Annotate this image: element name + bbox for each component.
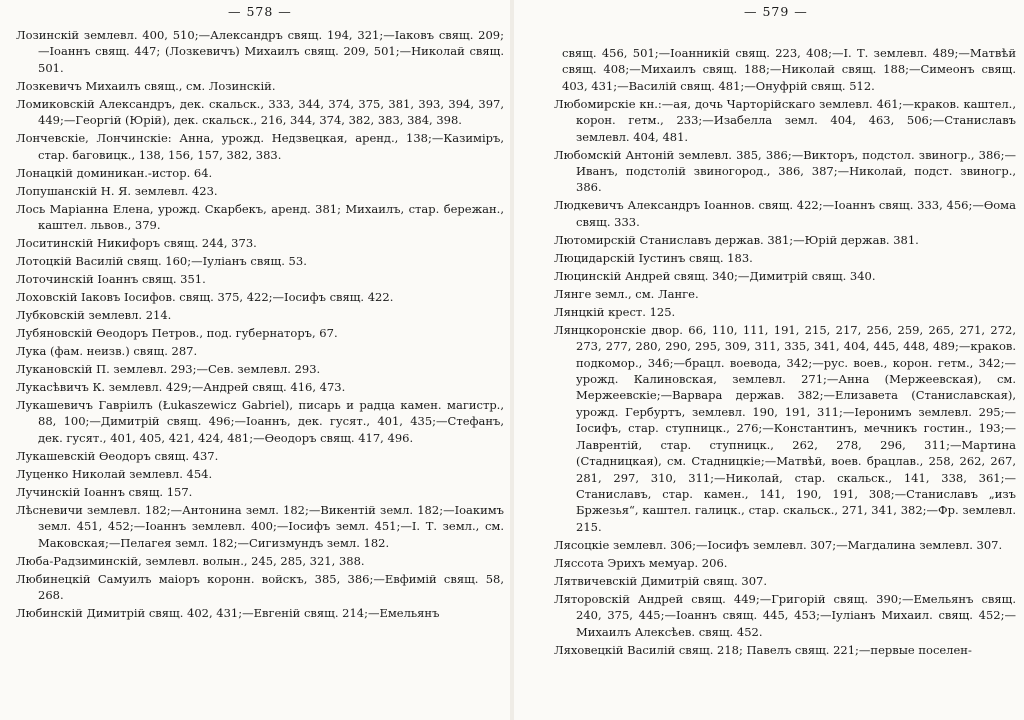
index-entry: Любинскій Димитрій свящ. 402, 431;—Евгеній свящ. 214;—Емельянъ	[16, 606, 440, 621]
index-entry: Любомскій Антоній землевл. 385, 386;—Викторъ, подстол. звиногр., 386;—Иванъ, подстолій звиногород., 386, 387;—Николай, подст. звиногр., 386.	[554, 147, 1016, 195]
index-entry: Ляссота Эрихъ мемуар. 206.	[554, 555, 728, 570]
index-entry: Ломиковскій Александръ, дек. скальск., 333, 344, 374, 375, 381, 393, 394, 397, 449;—Георгій (Юрій), дек. скальск., 216, 344, 374, 382, 383, 384, 398.	[16, 96, 504, 128]
page-number: — 578 —	[228, 4, 292, 19]
index-entry: Лянцкоронскіе двор. 66, 110, 111, 191, 215, 217, 256, 259, 265, 271, 272, 273, 277, 280, 290, 295, 309, 311, 335, 341, 404, 445, 448, 489;—краков. подкомор., 346;—брацл. воевода, 342;—рус. воев., корон. гетм., 342;—урожд. Калиновская, землевл. 271;—Анна (Мержеевская), см. Мержеевскіе;—Варвара держав. 382;—Елизавета (Станиславская), урожд. Гербуртъ, землевл. 190, 191, 311;—Іеронимъ землевл. 295;—Іосифъ, стар. ступницк., 276;—Константинъ, мечникъ гостин., 193;—Лаврентій, стар. ступницк., 262, 278, 296, 311;—Мартина (Стадницкая), см. Стадницкіе;—Матвѣй, воев. брацлав., 258, 262, 267, 281, 297, 310, 311;—Николай, стар. скальск., 141, 338, 361;—Станиславъ, стар. камен., 141, 190, 191, 308;—Станиславъ „изъ Бржезья“, каштел. галицк., стар. скальск., 271, 341, 382;—Фр. землевл. 215.	[554, 322, 1016, 534]
index-entry: Люцинскій Андрей свящ. 340;—Димитрій свящ. 340.	[554, 268, 876, 283]
index-entry: Любомирскіе кн.:—ая, дочь Чарторійскаго землевл. 461;—краков. каштел., корон. гетм., 233;—Изабелла земл. 404, 463, 506;—Станиславъ землевл. 404, 481.	[554, 96, 1016, 144]
left-page	[0, 0, 510, 720]
index-entry: Лоточинскій Іоаннъ свящ. 351.	[16, 272, 206, 287]
index-entry: Лѣсневичи землевл. 182;—Антонина земл. 182;—Викентій земл. 182;—Іоакимъ земл. 451, 452;—Іоаннъ землевл. 400;—Іосифъ земл. 451;—І. Т. земл., см. Маковская;—Пелагея земл. 182;—Сигизмундъ земл. 182.	[16, 502, 504, 550]
index-entry: Лукасѣвичъ К. землевл. 429;—Андрей свящ. 416, 473.	[16, 380, 346, 395]
right-page	[514, 0, 1024, 720]
index-entry: Лукашевичъ Гавріилъ (Łukaszewicz Gabriel), писарь и радца камен. магистр., 88, 100;—Димитрій свящ. 496;—Іоаннъ, дек. гусят., 401, 435;—Стефанъ, дек. гусят., 401, 405, 421, 424, 481;—Ѳеодоръ свящ. 417, 496.	[16, 398, 504, 445]
index-entry: Люба-Радзиминскій, землевл. волын., 245, 285, 321, 388.	[16, 553, 365, 568]
index-entry: Люцидарскій Іустинъ свящ. 183.	[554, 250, 753, 265]
index-entry: Ляторовскій Андрей свящ. 449;—Григорій свящ. 390;—Емельянъ свящ. 240, 375, 445;—Іоаннъ свящ. 445, 453;—Іуліанъ Михаил. свящ. 452;—Михаилъ Алексѣев. свящ. 452.	[554, 591, 1016, 639]
index-entry: Лозинскій землевл. 400, 510;—Александръ свящ. 194, 321;—Іаковъ свящ. 209;—Іоаннъ свящ. 447; (Лозкевичъ) Михаилъ свящ. 209, 501;—Николай свящ. 501.	[16, 28, 504, 75]
index-entry: Лука (фам. неизв.) свящ. 287.	[16, 344, 198, 359]
index-entry: Ляховецкій Василій свящ. 218; Павелъ свящ. 221;—первые поселен-	[554, 642, 972, 657]
index-entry: Лотоцкій Василій свящ. 160;—Іуліанъ свящ. 53.	[16, 254, 307, 269]
index-entry-continuation: свящ. 456, 501;—Іоанникій свящ. 223, 408;—І. Т. землевл. 489;—Матвѣй свящ. 408;—Михаилъ свящ. 188;—Николай свящ. 188;—Симеонъ свящ. 403, 431;—Василій свящ. 481;—Онуфрій свящ. 512.	[562, 46, 1016, 93]
index-entry: Лось Маріанна Елена, урожд. Скарбекъ, аренд. 381; Михаилъ, стар. бережан., каштел. львов., 379.	[16, 201, 504, 233]
index-entry: Лончевскіе, Лончинскіе: Анна, урожд. Недзвецкая, аренд., 138;—Казиміръ, стар. баговицк., 138, 156, 157, 382, 383.	[16, 131, 504, 162]
index-entry: Лоситинскій Никифоръ свящ. 244, 373.	[16, 236, 257, 251]
index-entry: Лозкевичъ Михаилъ свящ., см. Лозинскій.	[16, 78, 276, 93]
index-entry: Лясоцкіе землевл. 306;—Іосифъ землевл. 307;—Магдалина землевл. 307.	[554, 537, 1003, 552]
index-entry: Луценко Николай землевл. 454.	[16, 466, 213, 481]
index-entry: Лукашевскій Ѳеодоръ свящ. 437.	[16, 448, 219, 463]
index-entry: Людкевичъ Александръ Іоаннов. свящ. 422;—Іоаннъ свящ. 333, 456;—Ѳома свящ. 333.	[554, 198, 1016, 229]
index-entries-list	[554, 45, 1016, 660]
index-entry: Лучинскій Іоаннъ свящ. 157.	[16, 484, 193, 499]
index-entry: Лянцкій крест. 125.	[554, 304, 676, 319]
index-entry: Лубяновскій Ѳеодоръ Петров., под. губернаторъ, 67.	[16, 326, 338, 341]
index-entry: Лубковскій землевл. 214.	[16, 308, 172, 323]
index-entry: Лопушанскій Н. Я. землевл. 423.	[16, 183, 218, 198]
index-entry: Лятвичевскій Димитрій свящ. 307.	[554, 573, 767, 588]
index-entry: Лютомирскій Станиславъ держав. 381;—Юрій держав. 381.	[554, 232, 919, 247]
page-number: — 579 —	[744, 4, 808, 19]
index-entry: Любинецкій Самуилъ маіоръ коронн. войскъ, 385, 386;—Евфимій свящ. 58, 268.	[16, 571, 504, 603]
index-entries-list	[16, 27, 504, 623]
index-entry: Лукановскій П. землевл. 293;—Сев. землевл. 293.	[16, 362, 321, 377]
index-entry: Лоховскій Іаковъ Іосифов. свящ. 375, 422;—Іосифъ свящ. 422.	[16, 290, 394, 305]
index-entry: Лянге земл., см. Ланге.	[554, 286, 699, 301]
index-entry: Лонацкій доминикан.-истор. 64.	[16, 165, 213, 180]
